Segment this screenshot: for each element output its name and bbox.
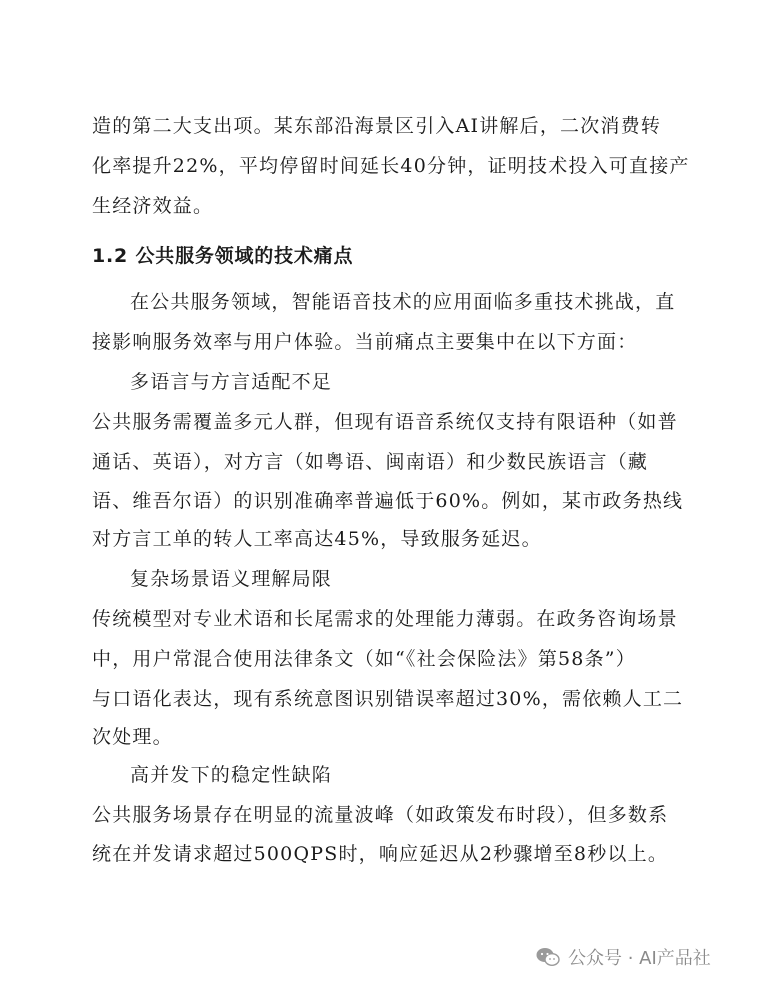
intro-line-2: 化率提升22%，平均停留时间延长40分钟，证明技术投入可直接产 <box>92 155 690 177</box>
point-title: 多语言与方言适配不足 <box>130 371 333 393</box>
section-intro-line-2: 接影响服务效率与用户体验。当前痛点主要集中在以下方面： <box>92 331 638 353</box>
intro-line-3: 生经济效益。 <box>92 195 214 217</box>
point-body-line: 统在并发请求超过500QPS时，响应延迟从2秒骤增至8秒以上。 <box>92 843 669 865</box>
intro-line-1: 造的第二大支出项。某东部沿海景区引入AI讲解后，二次消费转 <box>92 115 662 137</box>
watermark-text: 公众号 · AI产品社 <box>568 948 711 969</box>
watermark <box>536 944 711 970</box>
point-body-line: 语、维吾尔语）的识别准确率普遍低于60%。例如，某市政务热线 <box>92 490 684 512</box>
wechat-icon <box>536 947 560 967</box>
section-heading: 1.2 公共服务领域的技术痛点 <box>92 245 354 267</box>
point-body-line: 通话、英语），对方言（如粤语、闽南语）和少数民族语言（藏 <box>92 451 649 473</box>
point-body-line: 公共服务需覆盖多元人群，但现有语音系统仅支持有限语种（如普 <box>92 411 678 433</box>
point-body-line: 传统模型对专业术语和长尾需求的处理能力薄弱。在政务咨询场景 <box>92 608 678 630</box>
point-body-line: 对方言工单的转人工率高达45%，导致服务延迟。 <box>92 528 542 550</box>
section-intro-line-1: 在公共服务领域，智能语音技术的应用面临多重技术挑战，直 <box>130 291 676 313</box>
point-body-line: 次处理。 <box>92 726 173 748</box>
point-title: 复杂场景语义理解局限 <box>130 568 333 590</box>
point-body-line: 公共服务场景存在明显的流量波峰（如政策发布时段），但多数系 <box>92 804 669 826</box>
point-title: 高并发下的稳定性缺陷 <box>130 764 333 786</box>
point-body-line: 与口语化表达，现有系统意图识别错误率超过30%，需依赖人工二 <box>92 688 684 710</box>
point-body-line: 中，用户常混合使用法律条文（如“《社会保险法》第58条”） <box>92 648 636 670</box>
